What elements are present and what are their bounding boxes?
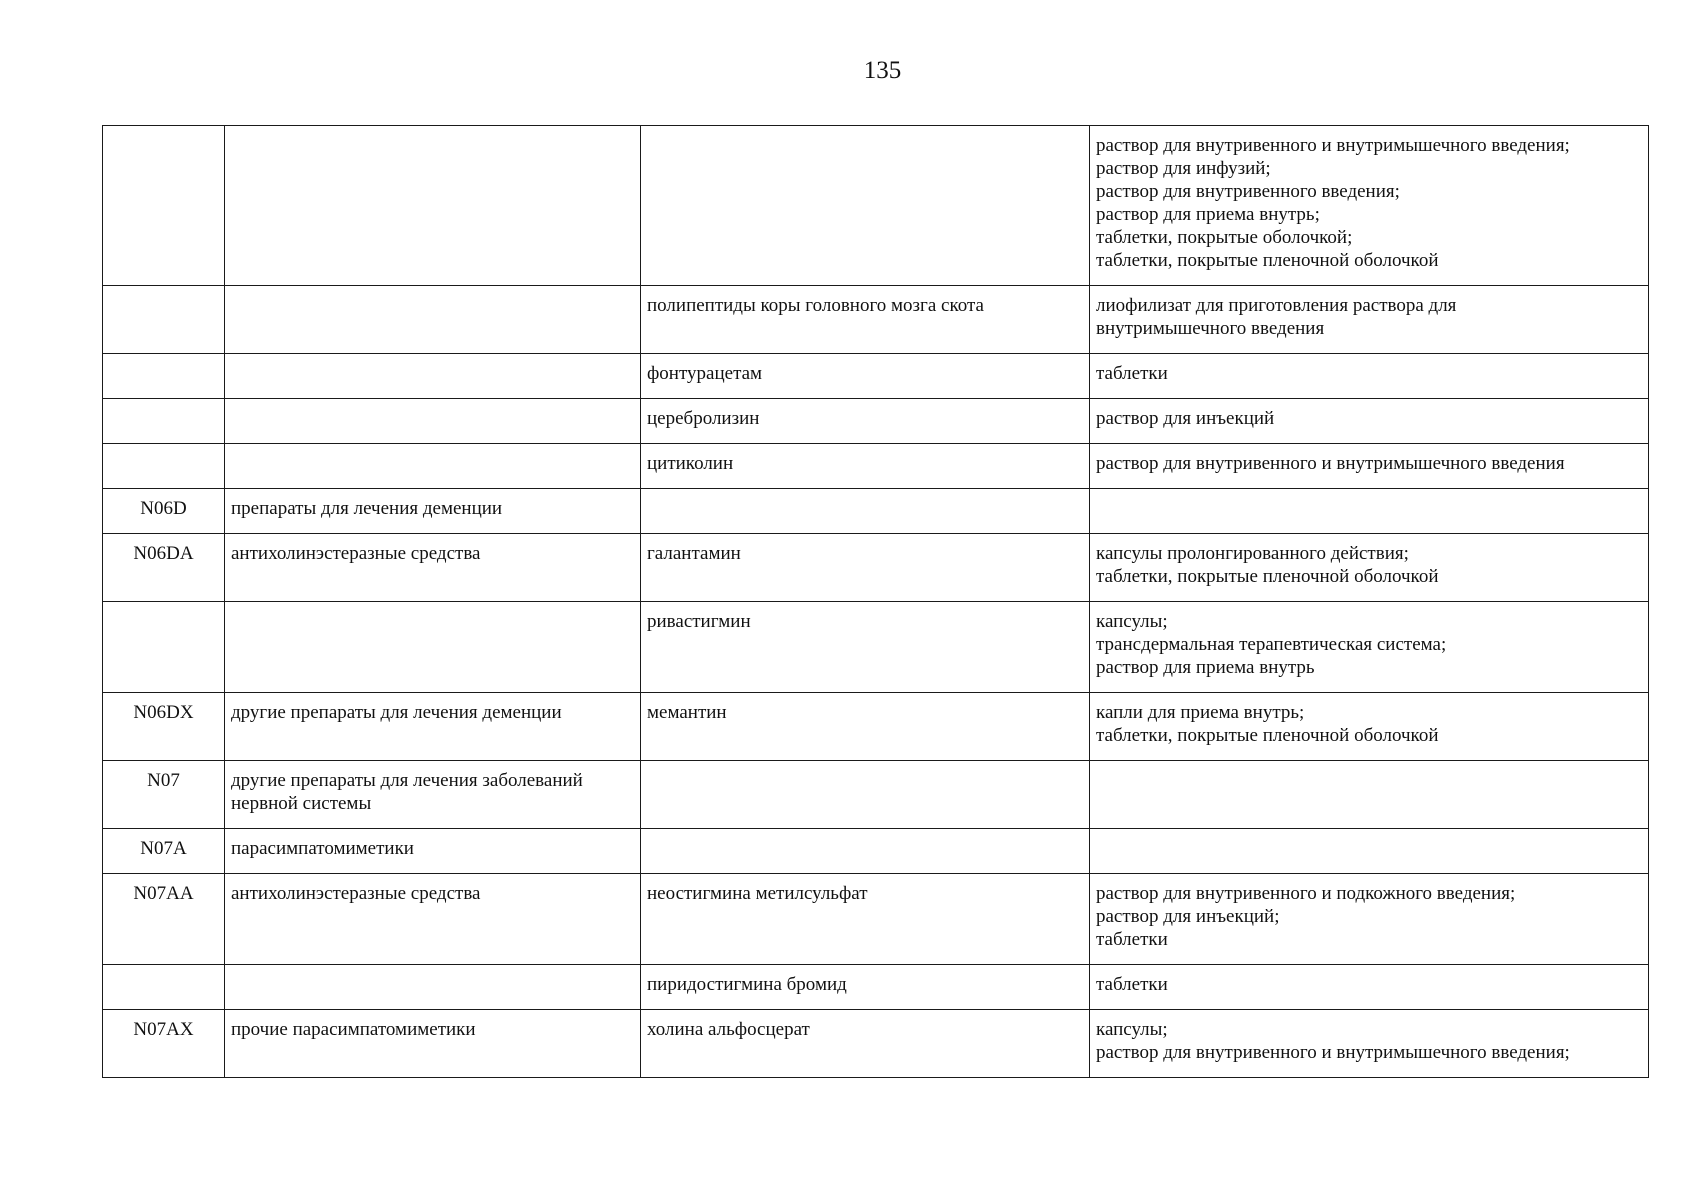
drug-name-cell: ривастигмин	[641, 602, 1090, 693]
atc-code-cell: N07AA	[103, 874, 225, 965]
drug-name-cell: полипептиды коры головного мозга скота	[641, 286, 1090, 354]
group-name-cell	[225, 965, 641, 1010]
dosage-forms-cell: раствор для внутривенного и подкожного введения; раствор для инъекций; таблетки	[1090, 874, 1649, 965]
dosage-forms-cell: таблетки	[1090, 965, 1649, 1010]
table-row	[103, 829, 1649, 874]
atc-code-cell	[103, 602, 225, 693]
drug-name-cell: неостигмина метилсульфат	[641, 874, 1090, 965]
atc-code-cell	[103, 444, 225, 489]
drug-table-body	[103, 126, 1649, 1078]
dosage-forms-cell	[1090, 761, 1649, 829]
table-row	[103, 874, 1649, 965]
table-row	[103, 965, 1649, 1010]
atc-code-cell: N07A	[103, 829, 225, 874]
dosage-forms-cell: капсулы; раствор для внутривенного и внутримышечного введения;	[1090, 1010, 1649, 1078]
group-name-cell: другие препараты для лечения деменции	[225, 693, 641, 761]
dosage-forms-cell: раствор для внутривенного и внутримышечного введения; раствор для инфузий; раствор для внутривенного введения; раствор для приема внутрь; таблетки, покрытые оболочкой; таблетки, покрытые пленочной оболочкой	[1090, 126, 1649, 286]
table-row	[103, 693, 1649, 761]
group-name-cell	[225, 286, 641, 354]
drug-name-cell: холина альфосцерат	[641, 1010, 1090, 1078]
drug-name-cell	[641, 829, 1090, 874]
group-name-cell	[225, 354, 641, 399]
group-name-cell: антихолинэстеразные средства	[225, 534, 641, 602]
atc-code-cell: N06DX	[103, 693, 225, 761]
group-name-cell	[225, 444, 641, 489]
atc-code-cell	[103, 354, 225, 399]
table-row	[103, 761, 1649, 829]
table-row	[103, 1010, 1649, 1078]
atc-code-cell	[103, 399, 225, 444]
drug-name-cell: церебролизин	[641, 399, 1090, 444]
atc-code-cell: N07AX	[103, 1010, 225, 1078]
dosage-forms-cell: раствор для внутривенного и внутримышечного введения	[1090, 444, 1649, 489]
group-name-cell	[225, 399, 641, 444]
group-name-cell	[225, 602, 641, 693]
atc-code-cell: N07	[103, 761, 225, 829]
drug-name-cell	[641, 489, 1090, 534]
table-row	[103, 444, 1649, 489]
dosage-forms-cell	[1090, 489, 1649, 534]
group-name-cell: препараты для лечения деменции	[225, 489, 641, 534]
drug-name-cell: мемантин	[641, 693, 1090, 761]
table-row	[103, 286, 1649, 354]
dosage-forms-cell	[1090, 829, 1649, 874]
dosage-forms-cell: лиофилизат для приготовления раствора для внутримышечного введения	[1090, 286, 1649, 354]
dosage-forms-cell: капсулы пролонгированного действия; таблетки, покрытые пленочной оболочкой	[1090, 534, 1649, 602]
group-name-cell: прочие парасимпатомиметики	[225, 1010, 641, 1078]
atc-code-cell: N06D	[103, 489, 225, 534]
atc-code-cell	[103, 286, 225, 354]
table-row	[103, 602, 1649, 693]
group-name-cell	[225, 126, 641, 286]
dosage-forms-cell: раствор для инъекций	[1090, 399, 1649, 444]
group-name-cell: антихолинэстеразные средства	[225, 874, 641, 965]
atc-code-cell	[103, 126, 225, 286]
table-row	[103, 489, 1649, 534]
drug-name-cell	[641, 761, 1090, 829]
drug-name-cell: галантамин	[641, 534, 1090, 602]
dosage-forms-cell: таблетки	[1090, 354, 1649, 399]
atc-code-cell: N06DA	[103, 534, 225, 602]
group-name-cell: другие препараты для лечения заболеваний нервной системы	[225, 761, 641, 829]
table-row	[103, 534, 1649, 602]
table-row	[103, 399, 1649, 444]
drug-name-cell	[641, 126, 1090, 286]
drug-name-cell: фонтурацетам	[641, 354, 1090, 399]
dosage-forms-cell: капли для приема внутрь; таблетки, покрытые пленочной оболочкой	[1090, 693, 1649, 761]
page-number: 135	[863, 57, 902, 84]
drug-table	[102, 125, 1649, 1078]
group-name-cell: парасимпатомиметики	[225, 829, 641, 874]
dosage-forms-cell: капсулы; трансдермальная терапевтическая система; раствор для приема внутрь	[1090, 602, 1649, 693]
drug-name-cell: цитиколин	[641, 444, 1090, 489]
atc-code-cell	[103, 965, 225, 1010]
table-row	[103, 354, 1649, 399]
table-row	[103, 126, 1649, 286]
drug-name-cell: пиридостигмина бромид	[641, 965, 1090, 1010]
